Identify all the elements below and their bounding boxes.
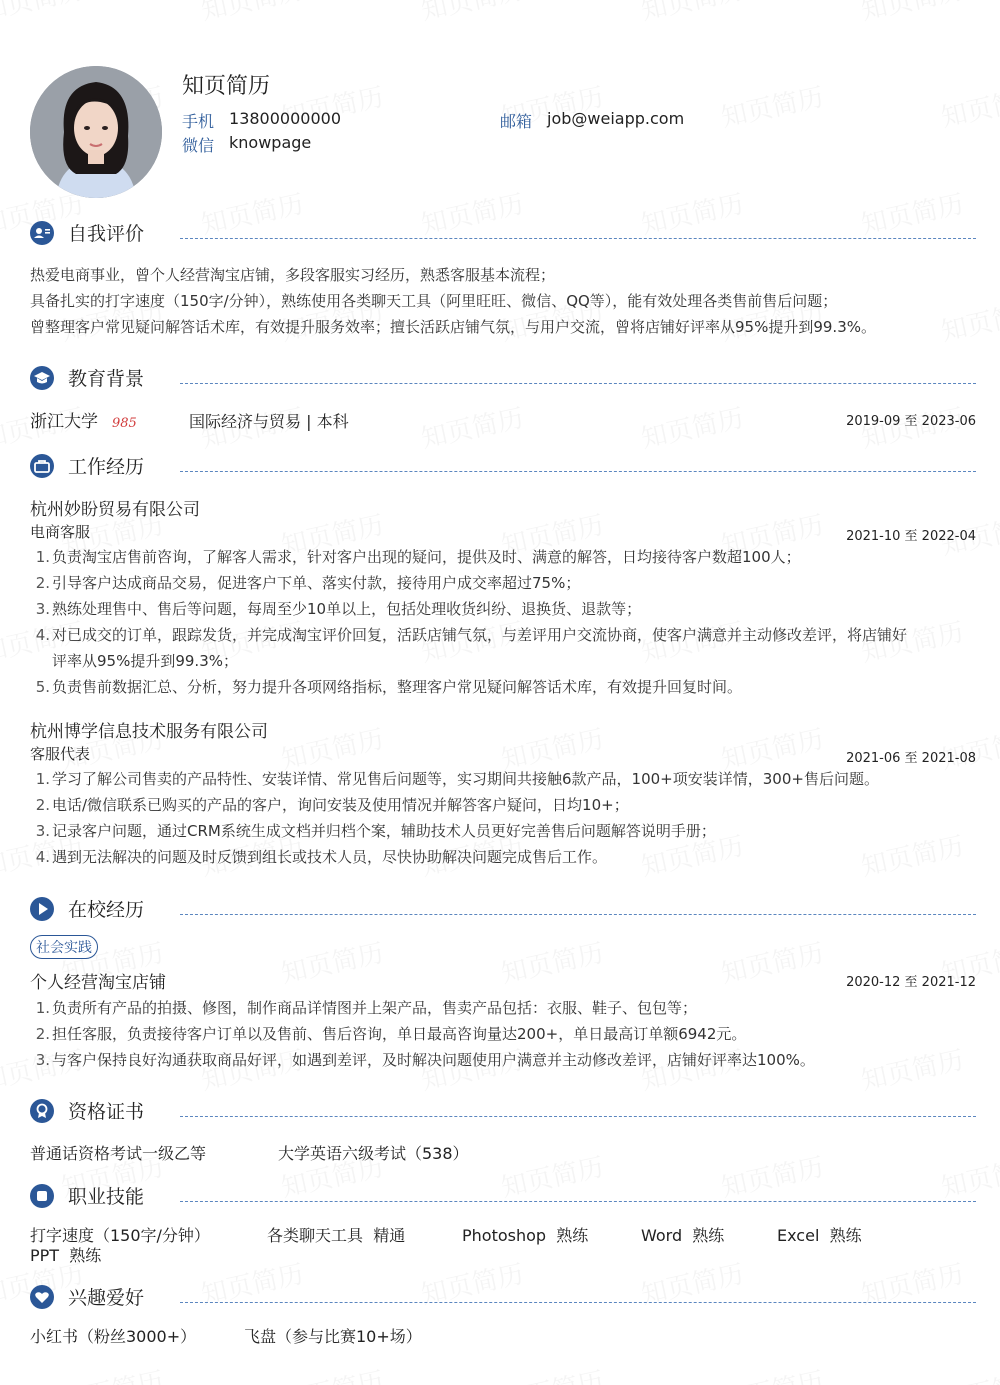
section-divider	[180, 1116, 976, 1117]
list-item: 2. 引导客户达成商品交易，促进客户下单、落实付款，接待用户成交率超过75%；	[35, 574, 581, 592]
watermark-text	[417, 0, 526, 27]
watermark-text	[717, 933, 826, 991]
section-divider	[180, 1201, 976, 1202]
skills-icon	[30, 1184, 54, 1208]
edu-date: 2019-09 至 2023-06	[846, 414, 976, 429]
school-label: 浙江大学	[30, 412, 98, 432]
job-date: 2021-06 至 2021-08	[846, 751, 976, 766]
campus-activity: 个人经营淘宝店铺	[30, 973, 166, 993]
watermark-text	[937, 1361, 1000, 1385]
phone-row	[182, 109, 341, 132]
category-tag: 社会实践	[30, 935, 98, 959]
job-role: 电商客服	[30, 523, 91, 541]
skill-item: Photoshop 熟练	[462, 1226, 589, 1245]
list-item: 1. 学习了解公司售卖的产品特性、安装详情、常见售后问题等，实习期间共接触6款产品，100+项安装详情，300+售后问题。	[35, 770, 879, 788]
watermark-text	[857, 0, 966, 27]
play-flag-icon	[30, 897, 54, 921]
section-divider	[180, 1302, 976, 1303]
award-ribbon-icon	[30, 1099, 54, 1123]
section-campus	[30, 895, 976, 925]
section-divider	[180, 238, 976, 239]
company-name: 杭州博学信息技术服务有限公司	[30, 722, 268, 742]
avatar-photo	[30, 66, 162, 198]
certificate-item: 普通话资格考试一级乙等	[30, 1144, 207, 1163]
985-badge: 985	[112, 416, 137, 431]
section-title: 职业技能	[68, 1186, 145, 1208]
section-title: 兴趣爱好	[68, 1287, 145, 1309]
section-certificates	[30, 1097, 976, 1127]
section-title: 自我评价	[68, 223, 145, 245]
briefcase-icon	[30, 454, 54, 478]
section-divider	[180, 383, 976, 384]
email-label: 邮箱	[500, 112, 533, 131]
graduation-cap-icon	[30, 366, 54, 390]
job-date: 2021-10 至 2022-04	[846, 529, 976, 544]
wechat-label: 微信	[182, 136, 215, 155]
campus-date: 2020-12 至 2021-12	[846, 975, 976, 990]
email-row	[500, 109, 684, 132]
watermark-text	[57, 1361, 166, 1385]
phone-value: 13800000000	[229, 109, 341, 128]
list-item: 1. 负责淘宝店售前咨询，了解客人需求，针对客户出现的疑问，提供及时、满意的解答，日均接待客户数超100人；	[35, 548, 801, 566]
list-item: 4. 遇到无法解决的问题及时反馈到组长或技术人员，尽快协助解决问题完成售后工作。	[35, 848, 608, 866]
section-work	[30, 452, 976, 482]
section-hobbies	[30, 1283, 976, 1313]
heart-icon	[30, 1285, 54, 1309]
self-line: 具备扎实的打字速度（150字/分钟），熟练使用各类聊天工具（阿里旺旺、微信、QQ等），能有效处理各类售前售后问题；	[30, 292, 838, 310]
section-self-evaluation	[30, 219, 976, 249]
company-name: 杭州妙盼贸易有限公司	[30, 500, 200, 520]
candidate-name: 知页简历	[182, 74, 271, 99]
list-item: 4. 对已成交的订单，跟踪发货，并完成淘宝评价回复，活跃店铺气氛，与差评用户交流协商，使客户满意并主动修改差评，将店铺好	[35, 626, 908, 644]
section-divider	[180, 914, 976, 915]
section-divider	[180, 471, 976, 472]
watermark-text	[637, 0, 746, 27]
section-skills	[30, 1182, 976, 1212]
person-card-icon	[30, 221, 54, 245]
resume-header	[30, 66, 976, 206]
list-item: 3. 记录客户问题，通过CRM系统生成文档并归档个案，辅助技术人员更好完善售后问题解答说明手册；	[35, 822, 716, 840]
skill-item: 打字速度（150字/分钟）	[30, 1226, 210, 1245]
skill-item: PPT 熟练	[30, 1246, 102, 1265]
list-item: 3. 熟练处理售中、售后等问题，每周至少10单以上，包括处理收货纠纷、退换货、退款等；	[35, 600, 642, 618]
hobby-item: 小红书（粉丝3000+）	[30, 1327, 197, 1346]
certificate-item: 大学英语六级考试（538）	[278, 1144, 469, 1163]
section-title: 教育背景	[68, 368, 145, 390]
self-line: 曾整理客户常见疑问解答话术库，有效提升服务效率；擅长活跃店铺气氛，与用户交流，曾将店铺好评率从95%提升到99.3%。	[30, 318, 876, 336]
major-degree: 国际经济与贸易 | 本科	[189, 412, 349, 431]
wechat-value: knowpage	[229, 133, 312, 152]
list-item-continued: 评率从95%提升到99.3%；	[52, 652, 238, 670]
self-line: 热爱电商事业，曾个人经营淘宝店铺，多段客服实习经历，熟悉客服基本流程；	[30, 266, 556, 284]
list-item: 1. 负责所有产品的拍摄、修图，制作商品详情图并上架产品，售卖产品包括：衣服、鞋子、包包等；	[35, 999, 698, 1017]
section-title: 工作经历	[68, 456, 145, 478]
watermark-text	[277, 933, 386, 991]
watermark-text	[417, 398, 526, 456]
watermark-text	[277, 1361, 386, 1385]
watermark-text	[0, 0, 87, 27]
watermark-text	[637, 398, 746, 456]
watermark-text	[937, 291, 1000, 349]
watermark-text	[497, 933, 606, 991]
hobby-item: 飞盘（参与比赛10+场）	[244, 1327, 422, 1346]
section-title: 在校经历	[68, 899, 145, 921]
watermark-text	[197, 0, 306, 27]
list-item: 2. 电话/微信联系已购买的产品的客户，询问安装及使用情况并解答客户疑问，日均10+；	[35, 796, 629, 814]
list-item: 2. 担任客服，负责接待客户订单以及售前、售后咨询，单日最高咨询量达200+，单日最高订单额6942元。	[35, 1025, 747, 1043]
wechat-row	[182, 133, 311, 156]
watermark-text	[497, 1361, 606, 1385]
phone-label: 手机	[182, 112, 215, 131]
email-value: job@weiapp.com	[547, 109, 685, 128]
job-role: 客服代表	[30, 745, 91, 763]
school-name	[30, 407, 137, 432]
skill-item: 各类聊天工具 精通	[267, 1226, 406, 1245]
section-education	[30, 364, 976, 394]
skill-item: Excel 熟练	[777, 1226, 862, 1245]
watermark-text	[717, 1361, 826, 1385]
list-item: 3. 与客户保持良好沟通获取商品好评，如遇到差评，及时解决问题使用户满意并主动修改差评，店铺好评率达100%。	[35, 1051, 815, 1069]
section-title: 资格证书	[68, 1101, 145, 1123]
list-item: 5. 负责售前数据汇总、分析，努力提升各项网络指标，整理客户常见疑问解答话术库，有效提升回复时间。	[35, 678, 743, 696]
skill-item: Word 熟练	[641, 1226, 725, 1245]
